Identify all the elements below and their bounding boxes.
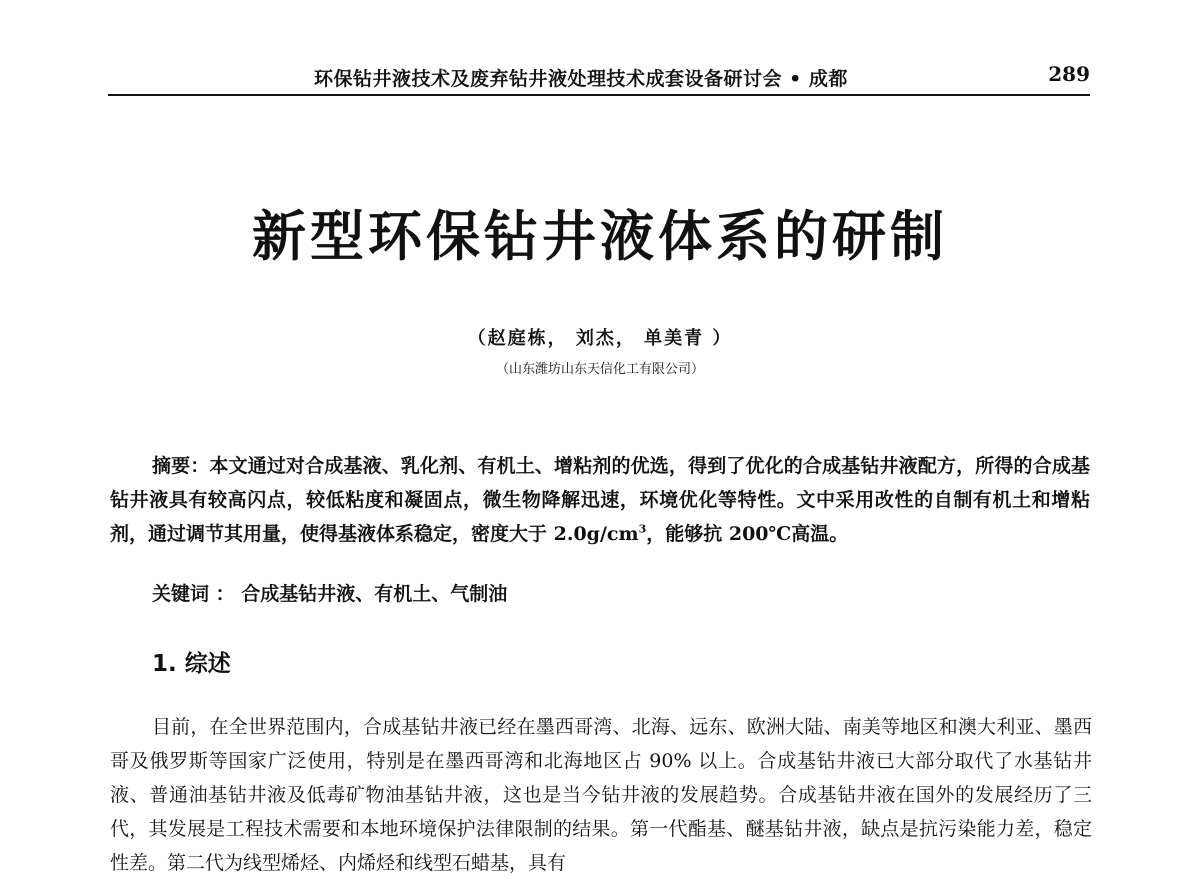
abstract [110, 449, 1090, 551]
keywords: 关键词 ： 合成基钻井液、有机土、气制油 [152, 583, 508, 605]
superscript-exponent: 3 [638, 522, 647, 536]
affiliation: （山东潍坊山东天信化工有限公司） [495, 362, 704, 377]
abstract-text-end: ，能够抗 200℃高温。 [646, 523, 849, 545]
page-number: 289 [1048, 62, 1090, 86]
paper-title: 新型环保钻井液体系的研制 [252, 205, 948, 268]
abstract-text: 摘要：本文通过对合成基液、乳化剂、有机土、增粘剂的优选，得到了优化的合成基钻井液配方，所得的合成基钻井液具有较高闪点，较低粘度和凝固点，微生物降解迅速，环境优化等特性。文中采用改性的自制有机土和增粘剂，通过调节其用量，使得基液体系稳定，密度大于 2.0g/cm [110, 455, 1090, 545]
section-heading: 1. 综述 [152, 651, 231, 677]
body-paragraph: 目前，在全世界范围内，合成基钻井液已经在墨西哥湾、北海、远东、欧洲大陆、南美等地区和澳大利亚、墨西哥及俄罗斯等国家广泛使用，特别是在墨西哥湾和北海地区占 90% 以上。合成基钻井液已大部分取代了水基钻井液、普通油基钻井液及低毒矿物油基钻井液，这也是当今钻井液的发展趋势。合成基钻井液在国外的发展经历了三代，其发展是工程技术需要和本地环境保护法律限制的结果。第一代酯基、醚基钻井液，缺点是抗污染能力差，稳定性差。第二代为线型烯烃、内烯烃和线型石蜡基，具有 [110, 716, 1092, 874]
author-list: （赵庭栋， 刘杰， 单美青 ） [467, 328, 733, 349]
running-header [108, 58, 1090, 96]
running-title: 环保钻井液技术及废弃钻井液处理技术成套设备研讨会 • 成都 [314, 68, 848, 90]
